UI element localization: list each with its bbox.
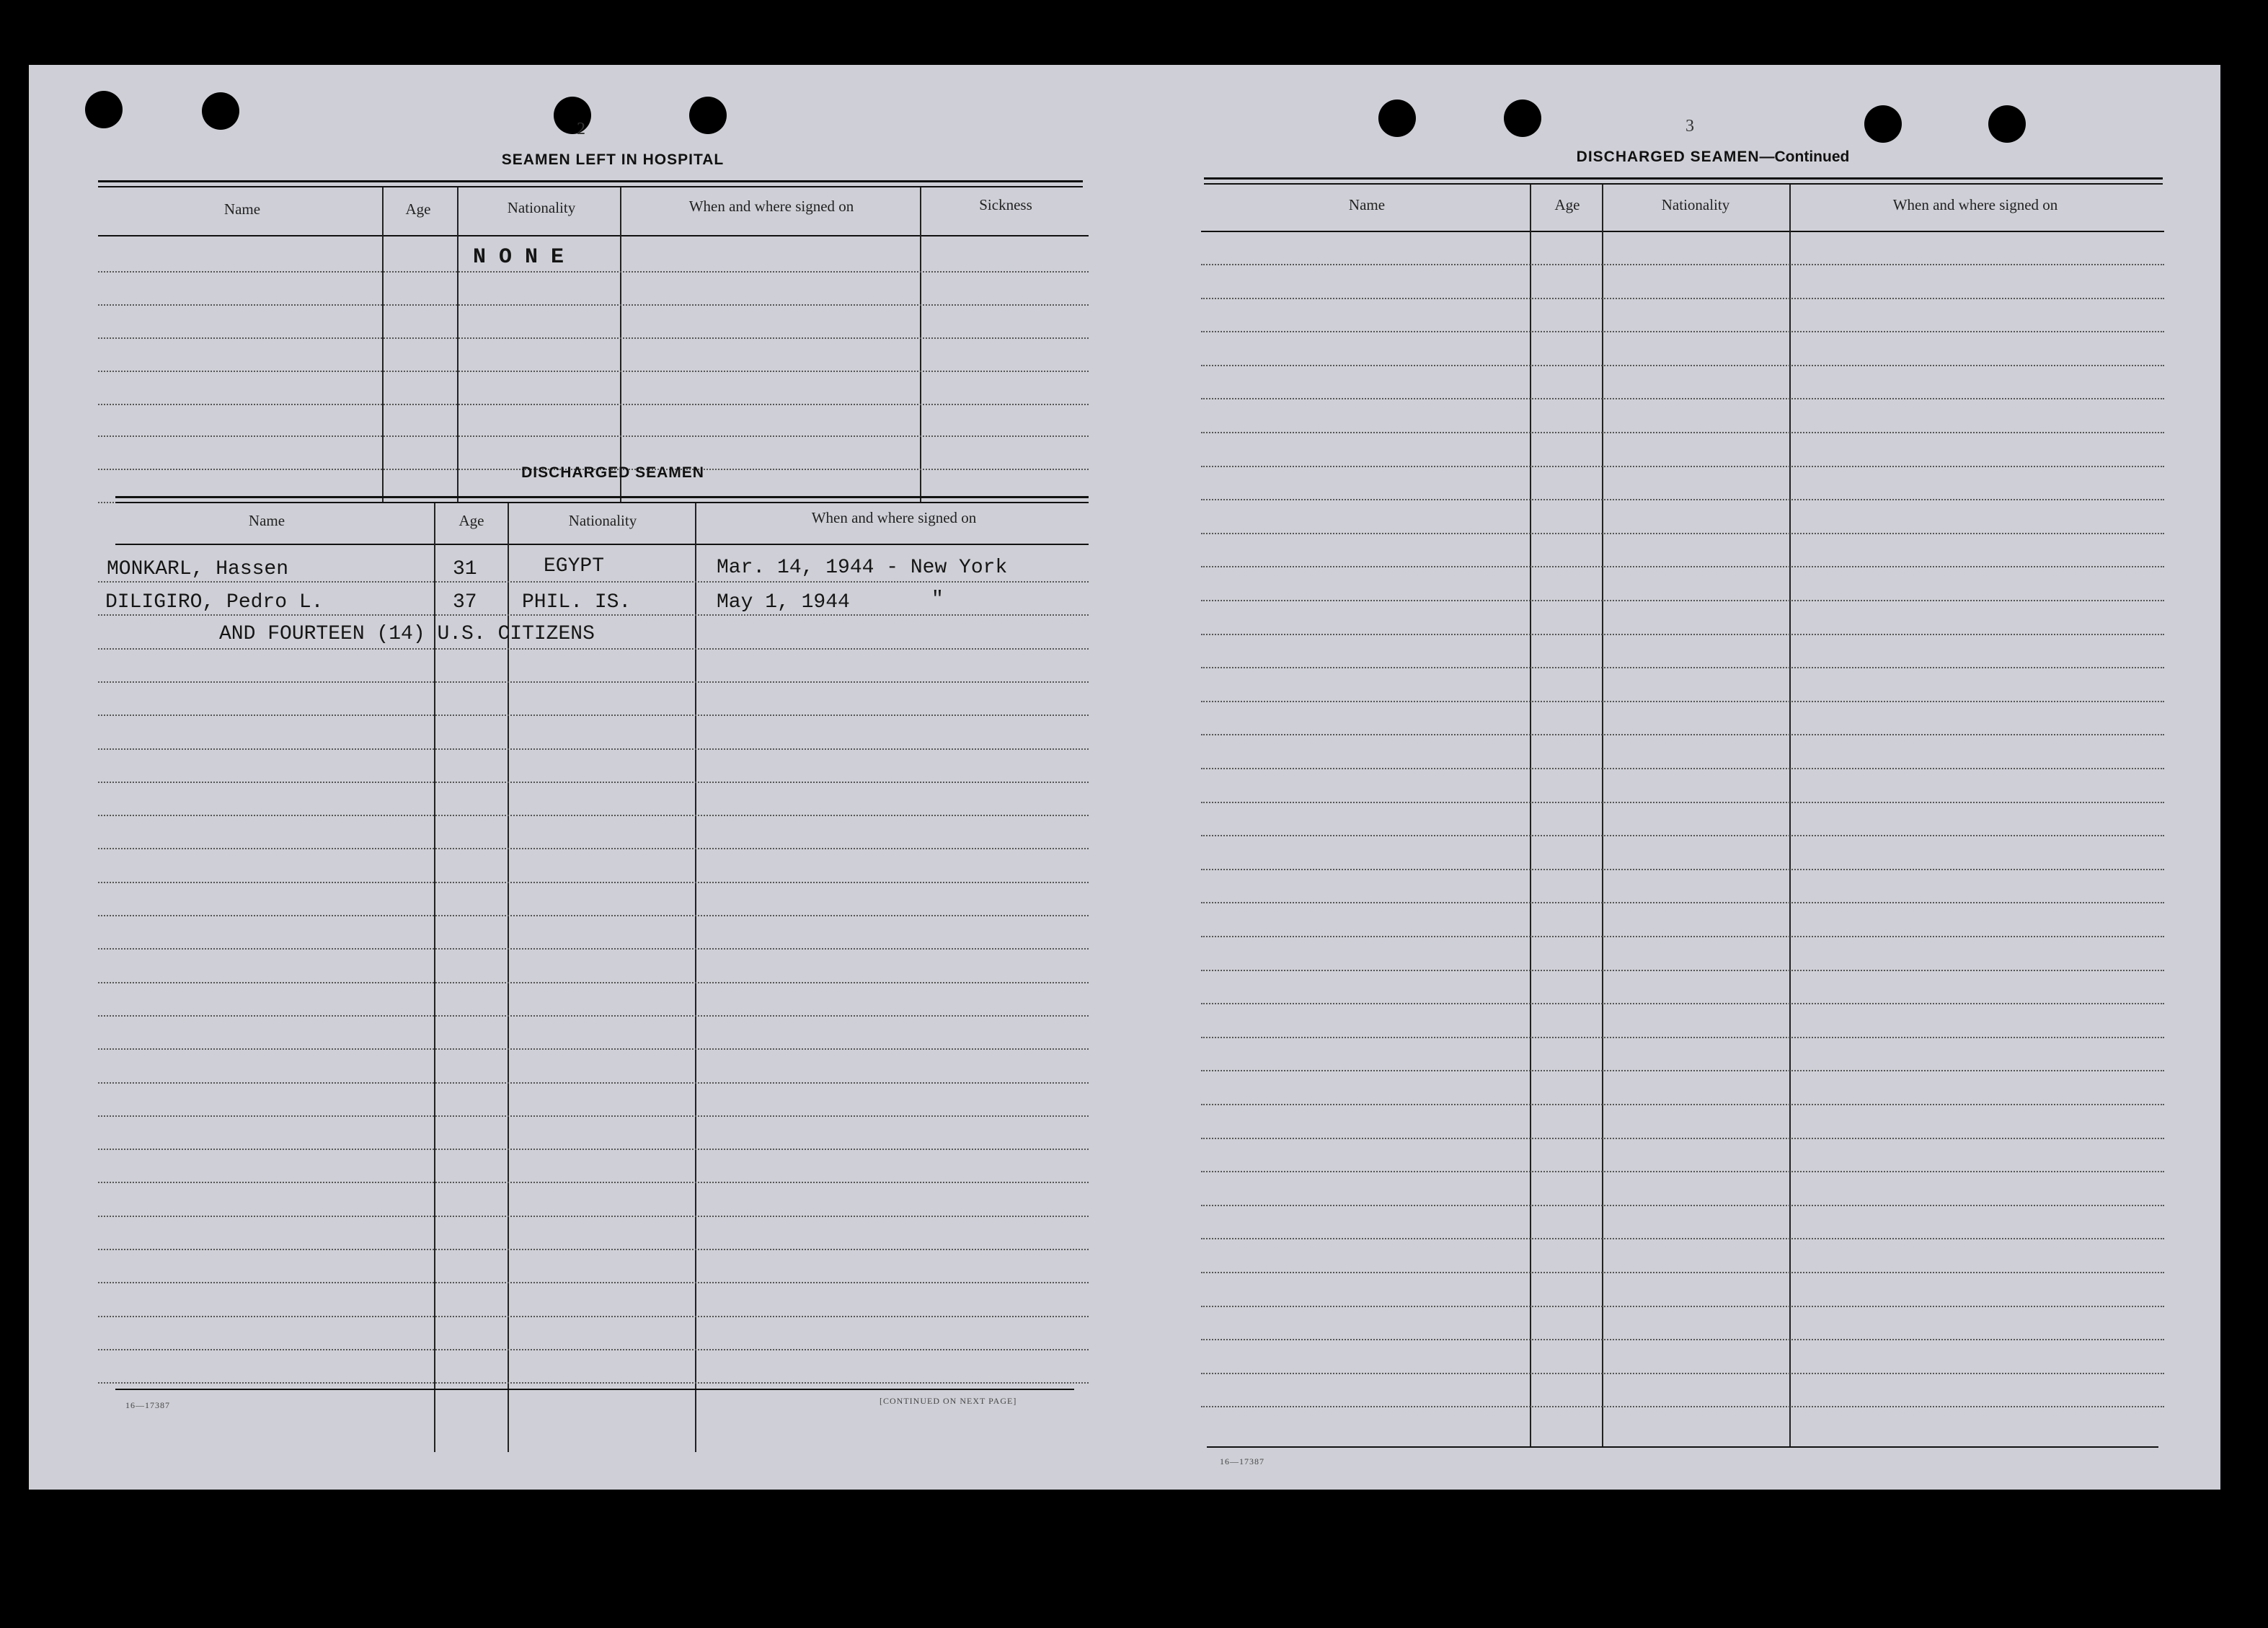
dotted-row-line	[98, 1382, 1089, 1384]
document-sheet	[29, 65, 2220, 1490]
dotted-row-line	[98, 915, 1089, 916]
dotted-row-line	[98, 1249, 1089, 1250]
dotted-row-line	[1201, 667, 2164, 668]
header-rule	[115, 496, 1089, 498]
seaman-row-2-ditto: "	[931, 588, 944, 611]
dotted-row-line	[1201, 1238, 2164, 1239]
dotted-row-line	[1201, 365, 2164, 366]
us-citizens-note: AND FOURTEEN (14) U.S. CITIZENS	[219, 623, 595, 645]
dotted-row-line	[1201, 869, 2164, 870]
dotted-row-line	[1201, 1339, 2164, 1340]
dotted-row-line	[98, 435, 1089, 437]
hospital-col-sickness: Sickness	[979, 196, 1032, 213]
punch-hole	[1378, 99, 1416, 137]
header-rule	[1201, 231, 2164, 232]
dotted-row-line	[1201, 970, 2164, 971]
footer-rule	[115, 1389, 1074, 1390]
punch-hole	[85, 91, 123, 128]
column-divider	[434, 503, 435, 1452]
dotted-row-line	[1201, 566, 2164, 567]
header-rule	[98, 180, 1083, 182]
form-number-right: 16—17387	[1220, 1456, 1264, 1466]
right-col-nationality: Nationality	[1661, 196, 1730, 213]
column-divider	[457, 187, 459, 502]
dotted-row-line	[98, 1182, 1089, 1183]
dotted-row-line	[98, 815, 1089, 816]
punch-hole	[689, 97, 727, 134]
dotted-row-line	[1201, 600, 2164, 601]
dotted-row-line	[98, 1048, 1089, 1050]
dotted-row-line	[1201, 701, 2164, 702]
dotted-row-line	[98, 948, 1089, 950]
dotted-row-line	[1201, 533, 2164, 534]
dotted-row-line	[1201, 264, 2164, 265]
hospital-col-age: Age	[405, 200, 431, 218]
discharged-col-age: Age	[459, 512, 484, 529]
dotted-row-line	[1201, 298, 2164, 299]
right-col-signed-on: When and where signed on	[1892, 196, 2058, 213]
dotted-row-line	[1201, 1306, 2164, 1307]
dotted-row-line	[98, 648, 1089, 650]
seaman-row-1-nationality: EGYPT	[544, 555, 605, 578]
dotted-row-line	[1201, 432, 2164, 433]
dotted-row-line	[98, 1149, 1089, 1150]
column-divider	[620, 187, 621, 502]
dotted-row-line	[98, 1282, 1089, 1283]
column-divider	[1530, 185, 1531, 1446]
column-divider	[1602, 185, 1603, 1446]
dotted-row-line	[98, 614, 1089, 616]
dotted-row-line	[98, 404, 1089, 405]
header-rule	[98, 186, 1083, 187]
dotted-row-line	[98, 715, 1089, 716]
dotted-row-line	[98, 1316, 1089, 1317]
header-rule	[115, 544, 1089, 545]
dotted-row-line	[1201, 1037, 2164, 1038]
header-rule	[98, 235, 1089, 236]
discharged-section-title: DISCHARGED SEAMEN	[521, 464, 704, 481]
discharged-col-name: Name	[248, 512, 285, 529]
dotted-row-line	[1201, 1138, 2164, 1139]
seaman-row-2-age: 37	[453, 591, 477, 614]
discharged-continued-title	[1446, 149, 1980, 166]
dotted-row-line	[1201, 902, 2164, 903]
hospital-col-name: Name	[223, 200, 261, 218]
dotted-row-line	[1201, 802, 2164, 803]
right-col-name: Name	[1348, 196, 1386, 213]
punch-hole	[1504, 99, 1541, 137]
hospital-entry-none: N O N E	[473, 245, 564, 270]
dotted-row-line	[1201, 1070, 2164, 1071]
seaman-row-1-signed-on: Mar. 14, 1944 - New York	[717, 557, 1008, 579]
dotted-row-line	[98, 782, 1089, 783]
column-divider	[1789, 185, 1791, 1446]
header-rule	[115, 502, 1089, 503]
page-number-left: 2	[577, 120, 585, 138]
hospital-section-title: SEAMEN LEFT IN HOSPITAL	[501, 151, 725, 168]
seaman-row-1-name: MONKARL, Hassen	[107, 558, 289, 580]
column-divider	[382, 187, 384, 502]
header-rule	[1204, 183, 2163, 185]
dotted-row-line	[1201, 1272, 2164, 1273]
dotted-row-line	[1201, 936, 2164, 937]
dotted-row-line	[1201, 1406, 2164, 1407]
dotted-row-line	[98, 1082, 1089, 1084]
dotted-row-line	[98, 1115, 1089, 1117]
dotted-row-line	[1201, 499, 2164, 500]
dotted-row-line	[98, 1015, 1089, 1017]
hospital-col-signed-on: When and where signed on	[688, 198, 854, 215]
header-rule	[1204, 177, 2163, 180]
punch-hole	[1988, 105, 2026, 143]
column-divider	[695, 503, 696, 1452]
discharged-col-nationality: Nationality	[568, 512, 637, 529]
seaman-row-2-nationality: PHIL. IS.	[522, 591, 632, 614]
dotted-row-line	[98, 371, 1089, 372]
dotted-row-line	[98, 681, 1089, 683]
seaman-row-1-age: 31	[453, 558, 477, 580]
dotted-row-line	[1201, 1171, 2164, 1172]
dotted-row-line	[98, 748, 1089, 750]
dotted-row-line	[1201, 634, 2164, 635]
dotted-row-line	[1201, 835, 2164, 836]
dotted-row-line	[1201, 1205, 2164, 1206]
dotted-row-line	[1201, 398, 2164, 399]
footer-rule	[1207, 1446, 2158, 1448]
dotted-row-line	[98, 882, 1089, 883]
seaman-row-2-name: DILIGIRO, Pedro L.	[105, 591, 324, 614]
dotted-row-line	[98, 1349, 1089, 1350]
dotted-row-line	[98, 982, 1089, 983]
right-col-age: Age	[1554, 196, 1580, 213]
discharged-continued-title-suffix: —Continued	[1759, 149, 1850, 165]
dotted-row-line	[98, 337, 1089, 339]
dotted-row-line	[98, 581, 1089, 583]
dotted-row-line	[1201, 1373, 2164, 1374]
form-number-left: 16—17387	[125, 1400, 170, 1410]
seaman-row-2-signed-on: May 1, 1944	[717, 591, 850, 614]
dotted-row-line	[1201, 331, 2164, 332]
dotted-row-line	[98, 271, 1089, 273]
column-divider	[508, 503, 509, 1452]
dotted-row-line	[1201, 466, 2164, 467]
punch-hole	[202, 92, 239, 130]
dotted-row-line	[1201, 1104, 2164, 1105]
hospital-col-nationality: Nationality	[507, 199, 576, 216]
punch-hole	[1864, 105, 1902, 143]
punch-hole	[554, 97, 591, 134]
page-number-right: 3	[1686, 117, 1694, 136]
column-divider	[920, 187, 921, 502]
dotted-row-line	[1201, 1003, 2164, 1004]
dotted-row-line	[1201, 734, 2164, 735]
dotted-row-line	[98, 1216, 1089, 1217]
continued-note: [CONTINUED ON NEXT PAGE]	[880, 1396, 1017, 1406]
dotted-row-line	[98, 848, 1089, 849]
discharged-continued-title-main: DISCHARGED SEAMEN	[1576, 149, 1760, 165]
dotted-row-line	[98, 304, 1089, 306]
dotted-row-line	[1201, 768, 2164, 769]
discharged-col-signed-on: When and where signed on	[811, 509, 977, 526]
